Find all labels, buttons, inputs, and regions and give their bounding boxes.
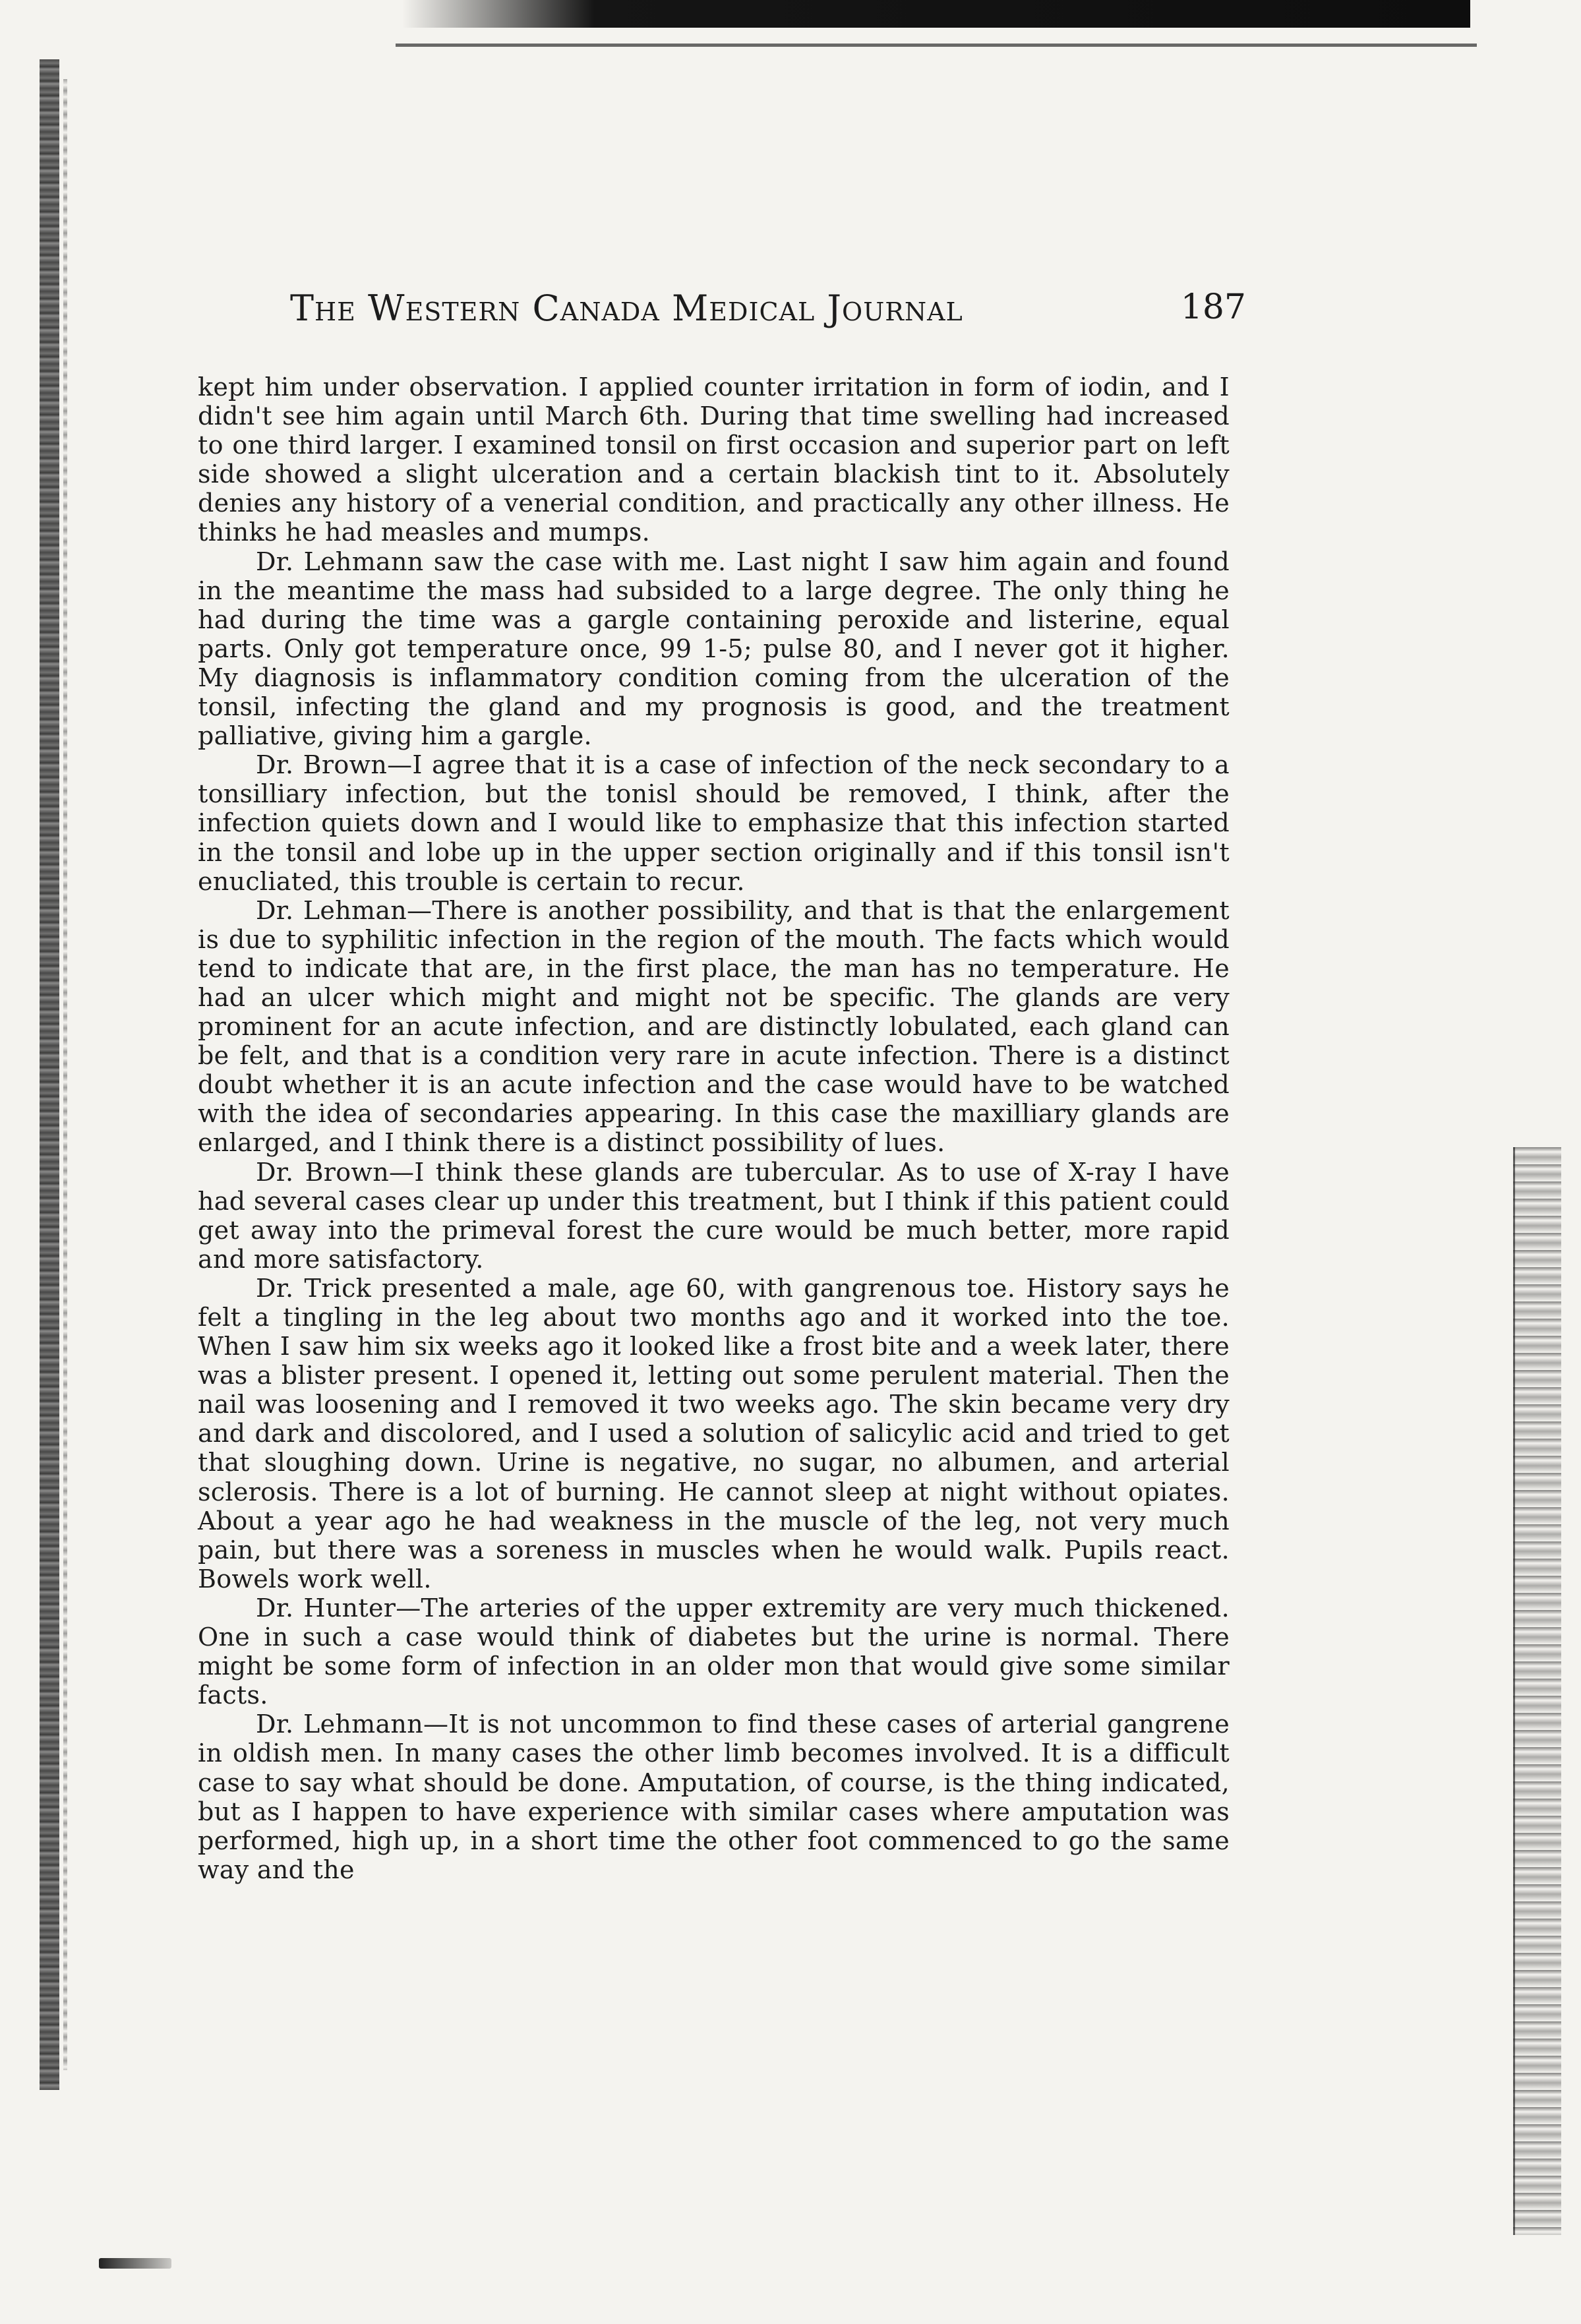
margin-scribble — [1513, 1147, 1561, 2235]
binding-spine — [40, 59, 59, 2090]
journal-title: The Western Canada Medical Journal — [290, 287, 963, 329]
paragraph: Dr. Lehmann saw the case with me. Last night I saw him again and found in the meantime the mass had subsided to a large degree. The only thing he had during the time was a gargle containing peroxide and listerine, equal parts. Only got temperature once, 99 1-5; pulse 80, and I never got it higher. My diagnosis is inflammatory condition coming from the ulceration of the tonsil, infecting the gland and my prognosis is good, and the treatment palliative, giving him a gargle. — [198, 547, 1230, 751]
top-rule — [402, 0, 1470, 28]
paragraph: kept him under observation. I applied counter irritation in form of iodin, and I didn't see him again until March 6th. During that time swelling had increased to one third larger. I examined tonsil on first occasion and superior part on left side showed a slight ulceration and a certain blackish tint to it. Absolutely denies any history of a venerial condition, and practically any other illness. He thinks he had measles and mumps. — [198, 372, 1230, 547]
top-rule-thin — [396, 44, 1477, 47]
body-text — [198, 372, 1230, 1884]
page-number: 187 — [1180, 287, 1246, 327]
running-header — [290, 287, 1246, 334]
paragraph: Dr. Brown—I agree that it is a case of infection of the neck secondary to a tonsilliary infection, but the tonisl should be removed, I think, after the infection quiets down and I would like to emphasize that this infection started in the tonsil and lobe up in the upper section originally and if this tonsil isn't enucliated, this trouble is certain to recur. — [198, 750, 1230, 896]
corner-mark — [99, 2258, 171, 2269]
paragraph: Dr. Brown—I think these glands are tubercular. As to use of X-ray I have had several cases clear up under this treatment, but I think if this patient could get away into the primeval forest the cure would be much better, more rapid and more satisfactory. — [198, 1157, 1230, 1274]
paragraph: Dr. Hunter—The arteries of the upper extremity are very much thickened. One in such a case would think of diabetes but the urine is normal. There might be some form of infection in an older mon that would give some similar facts. — [198, 1593, 1230, 1710]
paragraph: Dr. Trick presented a male, age 60, with gangrenous toe. History says he felt a tingling in the leg about two months ago and it worked into the toe. When I saw him six weeks ago it looked like a frost bite and a week later, there was a blister present. I opened it, letting out some perulent material. Then the nail was loosening and I removed it two weeks ago. The skin became very dry and dark and discolored, and I used a solution of salicylic acid and tried to get that sloughing down. Urine is negative, no sugar, no albumen, and arterial sclerosis. There is a lot of burning. He cannot sleep at night without opiates. About a year ago he had weakness in the muscle of the leg, not very much pain, but there was a soreness in muscles when he would walk. Pupils react. Bowels work well. — [198, 1273, 1230, 1594]
binding-spine-edge — [63, 79, 67, 2070]
paragraph: Dr. Lehmann—It is not uncommon to find these cases of arterial gangrene in oldish men. In many cases the other limb becomes involved. It is a difficult case to say what should be done. Amputation, of course, is the thing indicated, but as I happen to have experience with similar cases where amputation was performed, high up, in a short time the other foot commenced to go the same way and the — [198, 1710, 1230, 1884]
paragraph: Dr. Lehman—There is another possibility, and that is that the enlargement is due to syphilitic infection in the region of the mouth. The facts which would tend to indicate that are, in the first place, the man has no temperature. He had an ulcer which might and might not be specific. The glands are very prominent for an acute infection, and are distinctly lobulated, each gland can be felt, and that is a condition very rare in acute infection. There is a distinct doubt whether it is an acute infection and the case would have to be watched with the idea of secondaries appearing. In this case the maxilliary glands are enlarged, and I think there is a distinct possibility of lues. — [198, 895, 1230, 1158]
